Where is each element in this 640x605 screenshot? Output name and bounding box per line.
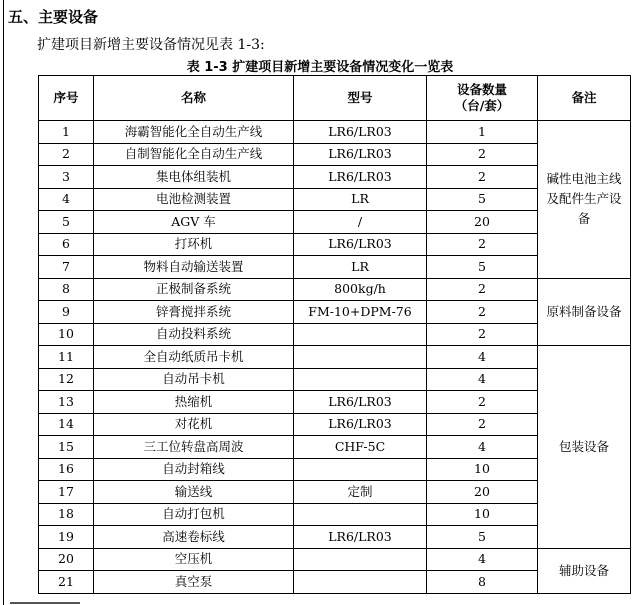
cell-seq: 15 (39, 436, 94, 459)
cell-model: CHF-5C (294, 436, 427, 459)
cell-seq: 18 (39, 503, 94, 526)
cell-model (294, 503, 427, 526)
cell-model: 800kg/h (294, 278, 427, 301)
page-margin-rule (3, 0, 4, 605)
cell-model (294, 346, 427, 369)
cell-quantity: 8 (427, 571, 538, 594)
cell-model (294, 323, 427, 346)
cell-seq: 14 (39, 413, 94, 436)
cell-quantity: 4 (427, 346, 538, 369)
cell-name: 高速卷标线 (94, 526, 294, 549)
header-note: 备注 (538, 76, 631, 121)
cell-quantity: 20 (427, 211, 538, 234)
cell-model (294, 458, 427, 481)
cell-name: 热缩机 (94, 391, 294, 414)
header-seq: 序号 (39, 76, 94, 121)
cell-name: 集电体组装机 (94, 166, 294, 189)
cell-seq: 10 (39, 323, 94, 346)
cell-name: 自动投料系统 (94, 323, 294, 346)
cell-name: 对花机 (94, 413, 294, 436)
cell-seq: 2 (39, 143, 94, 166)
cell-model: LR6/LR03 (294, 526, 427, 549)
cell-name: 真空泵 (94, 571, 294, 594)
cell-quantity: 10 (427, 458, 538, 481)
table-row (39, 548, 631, 571)
cell-quantity: 2 (427, 413, 538, 436)
cell-seq: 20 (39, 548, 94, 571)
cell-seq: 1 (39, 121, 94, 144)
table-row (39, 278, 631, 301)
cell-seq: 5 (39, 211, 94, 234)
cell-model (294, 571, 427, 594)
cell-model (294, 368, 427, 391)
cell-model: LR (294, 256, 427, 279)
cell-seq: 19 (39, 526, 94, 549)
cell-seq: 16 (39, 458, 94, 481)
cell-quantity: 20 (427, 481, 538, 504)
equipment-table (38, 75, 631, 594)
cell-name: 自动打包机 (94, 503, 294, 526)
header-quantity (427, 76, 538, 121)
cell-model: 定制 (294, 481, 427, 504)
cell-model: FM-10+DPM-76 (294, 301, 427, 324)
cell-seq: 7 (39, 256, 94, 279)
cell-model: / (294, 211, 427, 234)
cell-model: LR6/LR03 (294, 143, 427, 166)
table-caption: 表 1-3 扩建项目新增主要设备情况变化一览表 (186, 60, 454, 75)
section-heading: 五、主要设备 (8, 8, 99, 26)
cell-quantity: 4 (427, 548, 538, 571)
cell-quantity: 4 (427, 368, 538, 391)
cell-quantity: 2 (427, 301, 538, 324)
cell-seq: 8 (39, 278, 94, 301)
cell-quantity: 2 (427, 391, 538, 414)
cell-quantity: 5 (427, 526, 538, 549)
cell-quantity: 2 (427, 278, 538, 301)
cell-name: 自动吊卡机 (94, 368, 294, 391)
intro-text: 扩建项目新增主要设备情况见表 1-3: (37, 37, 265, 53)
cell-seq: 6 (39, 233, 94, 256)
header-quantity-line2: （台/套） (454, 98, 510, 113)
cell-seq: 3 (39, 166, 94, 189)
group-note-raw-material: 原料制备设备 (538, 278, 631, 346)
cut-off-next-line (10, 598, 100, 605)
cell-seq: 11 (39, 346, 94, 369)
cell-quantity: 1 (427, 121, 538, 144)
cell-name: 自动封箱线 (94, 458, 294, 481)
cell-quantity: 2 (427, 166, 538, 189)
cell-name: 海霸智能化全自动生产线 (94, 121, 294, 144)
cell-seq: 21 (39, 571, 94, 594)
group-note-battery-line: 碱性电池主线及配件生产设备 (538, 121, 631, 279)
cell-model: LR6/LR03 (294, 166, 427, 189)
cell-seq: 12 (39, 368, 94, 391)
cell-model: LR (294, 188, 427, 211)
cell-model: LR6/LR03 (294, 233, 427, 256)
cell-model (294, 548, 427, 571)
cell-name: 锌膏搅拌系统 (94, 301, 294, 324)
group-note-auxiliary: 辅助设备 (538, 548, 631, 593)
cell-quantity: 5 (427, 256, 538, 279)
cell-name: 输送线 (94, 481, 294, 504)
cell-name: 电池检测装置 (94, 188, 294, 211)
cell-seq: 4 (39, 188, 94, 211)
cell-seq: 13 (39, 391, 94, 414)
cell-name: 全自动纸质吊卡机 (94, 346, 294, 369)
cell-quantity: 2 (427, 233, 538, 256)
cell-name: 正极制备系统 (94, 278, 294, 301)
cell-quantity: 2 (427, 323, 538, 346)
cell-name: 自制智能化全自动生产线 (94, 143, 294, 166)
group-note-packaging: 包装设备 (538, 346, 631, 549)
cell-name: 物料自动输送装置 (94, 256, 294, 279)
cell-quantity: 4 (427, 436, 538, 459)
cell-name: 三工位转盘高周波 (94, 436, 294, 459)
cell-name: 空压机 (94, 548, 294, 571)
cell-seq: 9 (39, 301, 94, 324)
cell-name: 打环机 (94, 233, 294, 256)
header-quantity-line1: 设备数量 (456, 82, 507, 98)
table-row (39, 121, 631, 144)
cell-name: AGV 车 (94, 211, 294, 234)
cell-seq: 17 (39, 481, 94, 504)
cell-quantity: 10 (427, 503, 538, 526)
header-name: 名称 (94, 76, 294, 121)
header-model: 型号 (294, 76, 427, 121)
cell-model: LR6/LR03 (294, 121, 427, 144)
cell-model: LR6/LR03 (294, 413, 427, 436)
cell-quantity: 2 (427, 143, 538, 166)
cell-model: LR6/LR03 (294, 391, 427, 414)
table-row (39, 346, 631, 369)
cell-quantity: 5 (427, 188, 538, 211)
header-row (39, 76, 631, 121)
